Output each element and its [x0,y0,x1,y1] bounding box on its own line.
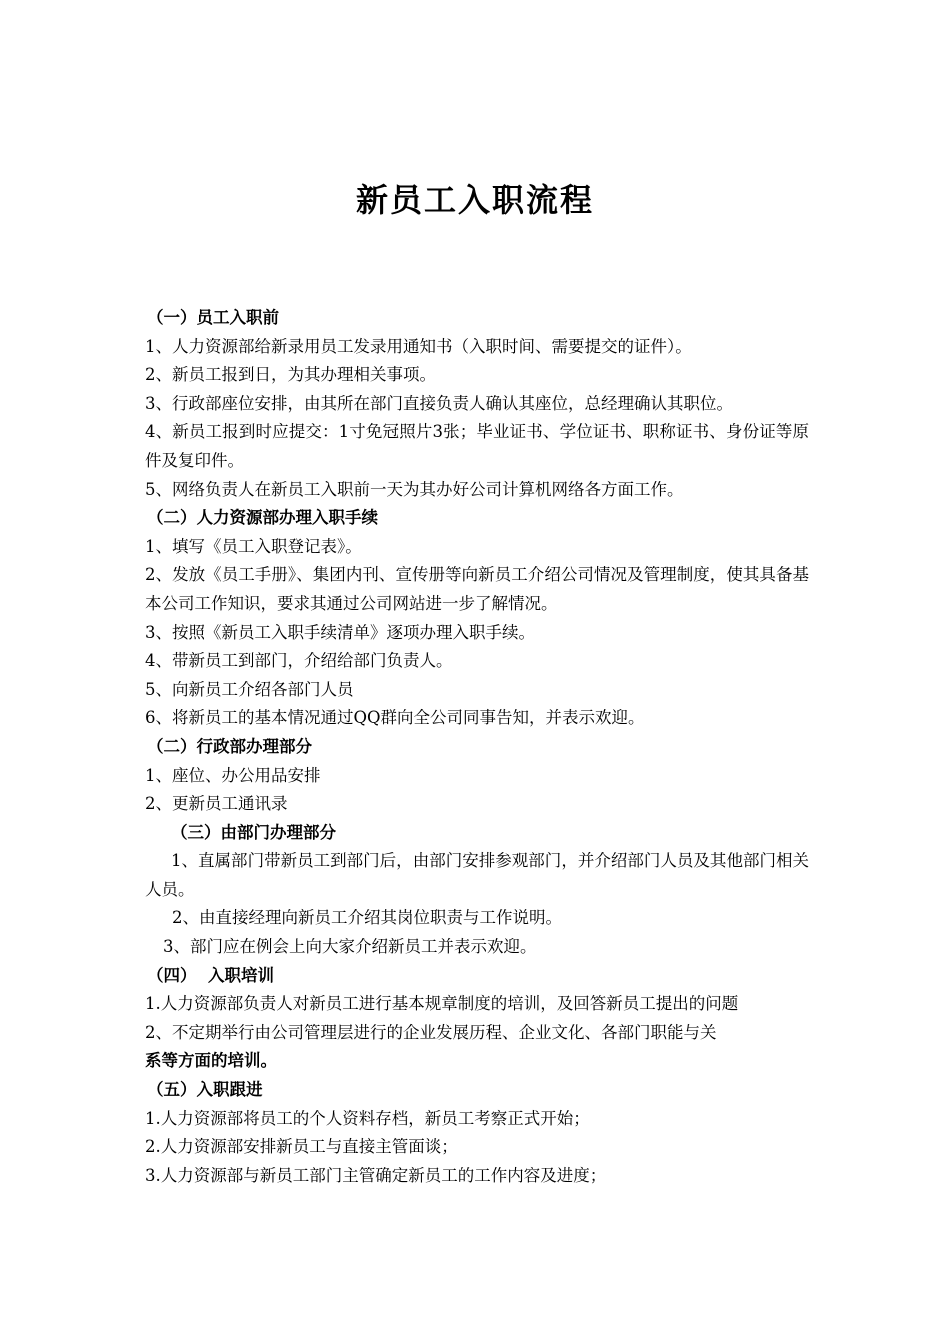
section-heading-department: （三）由部门办理部分 [171,822,336,842]
section-heading-admin: （二）行政部办理部分 [147,736,312,756]
paragraph: 3、部门应在例会上向大家介绍新员工并表示欢迎。 [163,937,537,957]
section-heading-before-onboarding: （一）员工入职前 [147,308,279,327]
paragraph: 2、更新员工通讯录 [145,794,288,814]
section-heading-hr-procedures: （二）人力资源部办理入职手续 [147,508,378,528]
paragraph: 2、新员工报到日，为其办理相关事项。 [145,365,436,385]
paragraph: 1、人力资源部给新录用员工发录用通知书（入职时间、需要提交的证件）。 [145,336,692,356]
paragraph: 5、向新员工介绍各部门人员 [145,679,354,699]
paragraph: 1、直属部门带新员工到部门后，由部门安排参观部门，并介绍部门人员及其他部门相关人员。 [145,851,809,899]
paragraph: 1、座位、办公用品安排 [145,765,321,785]
paragraph: 1.人力资源部将员工的个人资料存档，新员工考察正式开始； [145,1108,590,1128]
document-body [145,304,809,1190]
paragraph: 4、带新员工到部门，介绍给部门负责人。 [145,651,453,671]
paragraph: 3、行政部座位安排，由其所在部门直接负责人确认其座位，总经理确认其职位。 [145,393,733,413]
paragraph: 3.人力资源部与新员工部门主管确定新员工的工作内容及进度； [145,1165,607,1185]
paragraph: 3、按照《新员工入职手续清单》逐项办理入职手续。 [145,622,535,642]
paragraph: 2、发放《员工手册》、集团内刊、宣传册等向新员工介绍公司情况及管理制度，使其具备基本公司工作知识，要求其通过公司网站进一步了解情况。 [145,565,809,613]
paragraph: 1、填写《员工入职登记表》。 [145,536,362,556]
paragraph: 2、不定期举行由公司管理层进行的企业发展历程、企业文化、各部门职能与关 [145,1022,717,1042]
section-heading-followup: （五）入职跟进 [147,1080,263,1100]
paragraph: 2.人力资源部安排新员工与直接主管面谈； [145,1137,458,1157]
paragraph: 5、网络负责人在新员工入职前一天为其办好公司计算机网络各方面工作。 [145,479,684,499]
paragraph: 6、将新员工的基本情况通过QQ群向全公司同事告知，并表示欢迎。 [145,708,645,728]
paragraph: 2、由直接经理向新员工介绍其岗位职责与工作说明。 [172,908,562,928]
document-title: 新员工入职流程 [355,181,594,219]
paragraph: 1.人力资源部负责人对新员工进行基本规章制度的培训，及回答新员工提出的问题 [145,994,739,1014]
section-heading-training: （四） 入职培训 [147,965,274,985]
paragraph: 系等方面的培训。 [145,1051,277,1071]
paragraph: 4、新员工报到时应提交：1寸免冠照片3张；毕业证书、学位证书、职称证书、身份证等原件及复印件。 [145,422,809,470]
